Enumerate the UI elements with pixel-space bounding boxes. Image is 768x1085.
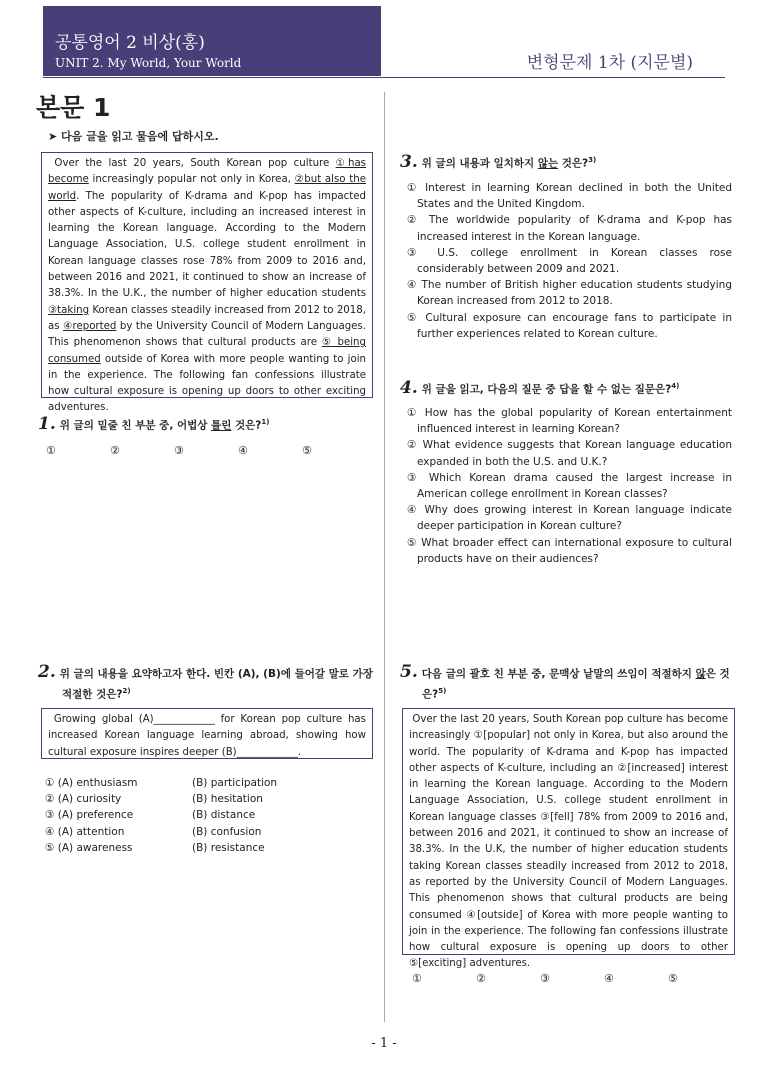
underline-4: ④reported [63,320,117,332]
section-title: 본문 1 [36,93,111,122]
underline-2: ②but also the world [48,174,366,202]
choice-2[interactable]: ② [476,972,486,985]
option-3[interactable]: ③ (A) preference (B) distance [45,809,256,822]
passage-5: Over the last 20 years, South Korean pop culture has become increasingly ①[popular] not only in Korea, but also around the world. The popularity of K-drama and K-pop has impacted other aspects of K-culture, including an ②[increased] interest in learning the Korean language. According to the Modern Language Association, U.S. college student enrollment in Korean language classes ③[fell] 78% from 2009 to 2016 and, between 2016 and 2021, it continued to show an increase of 38.3%. In the U.K, the number of higher education students taking Korean classes steadily increased from 2012 to 2018, as reported by the University Council of Modern Languages. This phenomenon shows that cultural products are being consumed ④[outside] of Korea with more people wanting to join in the experience. The following fan confessions illustrate how cultural exposure is opening up doors to other ⑤[exciting] adventures. [402,708,735,955]
page-number: - 1 - [371,1036,397,1051]
option-1[interactable]: ① (A) enthusiasm (B) participation [45,777,278,789]
option-2[interactable]: ② What evidence suggests that Korean language education expanded in both the U.S. and U.K.? [407,439,732,468]
underline-1: ①has become [48,158,366,186]
q3-options [407,180,732,342]
choice-3[interactable]: ③ [540,972,550,985]
choice-1[interactable]: ① [46,444,56,457]
q2-options [45,775,365,856]
choice-5[interactable]: ⑤ [302,444,312,457]
underline-5: ⑤ being consumed [48,337,366,365]
choice-4[interactable]: ④ [604,972,614,985]
option-5[interactable]: ⑤ Cultural exposure can encourage fans to participate in further experiences related to Korean culture. [407,311,732,340]
header-banner [43,6,381,76]
option-5[interactable]: ⑤ What broader effect can international exposure to cultural products have on their audiences? [407,536,732,565]
question-2: 2. 위 글의 내용을 요약하고자 한다. 빈칸 (A), (B)에 들어갈 말로 가장 적절한 것은?$^{2)}$ [38,662,373,701]
column-divider [384,92,385,1022]
choice-5[interactable]: ⑤ [668,972,678,985]
header-rule [43,77,725,78]
option-2[interactable]: ② (A) curiosity (B) hesitation [45,793,263,806]
unit-title: UNIT 2. My World, Your World [55,56,242,70]
question-3: 3. 위 글의 내용과 일치하지 않는 것은?$^{3)}$ [400,151,597,172]
choice-4[interactable]: ④ [238,444,248,457]
question-1: 1. 위 글의 밑줄 친 부분 중, 어법상 틀린 것은?$^{1)}$ [38,413,270,434]
option-3[interactable]: ③ Which Korean drama caused the largest increase in American college enrollment in Korean classes? [407,471,732,501]
option-4[interactable]: ④ Why does growing interest in Korean language indicate deeper participation in Korean culture? [407,504,732,533]
instruction: ➤ 다음 글을 읽고 물음에 답하시오. [48,130,219,143]
q5-choices [412,972,732,985]
question-number: 1. [38,413,56,434]
question-4: 4. 위 글을 읽고, 다음의 질문 중 답을 할 수 없는 질문은?$^{4)}$ [400,377,680,398]
textbook-title: 공통영어 2 비상(홍) [55,33,205,53]
option-4[interactable]: ④ The number of British higher education students studying Korean increased from 2012 to 2018. [407,279,732,308]
worksheet-type: 변형문제 1차 (지문별) [526,53,693,73]
q1-choices [46,444,366,457]
underline-3: ③taking [48,304,90,316]
question-5: 5. 다음 글의 괄호 친 부분 중, 문맥상 낱말의 쓰임이 적절하지 않은 것은?$^{5)}$ [400,662,730,701]
option-5[interactable]: ⑤ (A) awareness (B) resistance [45,841,265,854]
option-1[interactable]: ① How has the global popularity of Korean entertainment influenced interest in learning Korean? [407,407,732,436]
option-1[interactable]: ① Interest in learning Korean declined in both the United States and the United Kingdom. [407,182,732,211]
choice-3[interactable]: ③ [174,444,184,457]
choice-2[interactable]: ② [110,444,120,457]
summary-box: Growing global (A)____________ for Korean pop culture has increased Korean language learning abroad, showing how cultural exposure inspires deeper (B)____________. [41,708,373,759]
option-3[interactable]: ③ U.S. college enrollment in Korean classes rose considerably between 2009 and 2021. [407,246,732,276]
passage-1: Over the last 20 years, South Korean pop culture ①has become increasingly popular not only in Korea, ②but also the world. The popularity of K-drama and K-pop has impacted other aspects of K-culture, including an increased interest in learning the Korean language. According to the Modern Language Association, U.S. college student enrollment in Korean language classes rose 78% from 2009 to 2016 and, between 2016 and 2021, it continued to show an increase of 38.3%. In the U.K., the number of higher education students ③taking Korean classes steadily increased from 2012 to 2018, as ④reported by the University Council of Modern Languages. This phenomenon shows that cultural products are ⑤ being consumed outside of Korea with more people wanting to join in the experience. The following fan confessions illustrate how cultural exposure is opening up doors to other exciting adventures. [41,152,373,398]
choice-1[interactable]: ① [412,972,422,985]
option-2[interactable]: ② The worldwide popularity of K-drama and K-pop has increased interest in the Korean language. [407,214,732,243]
option-4[interactable]: ④ (A) attention (B) confusion [45,825,262,838]
q4-options [407,405,732,567]
